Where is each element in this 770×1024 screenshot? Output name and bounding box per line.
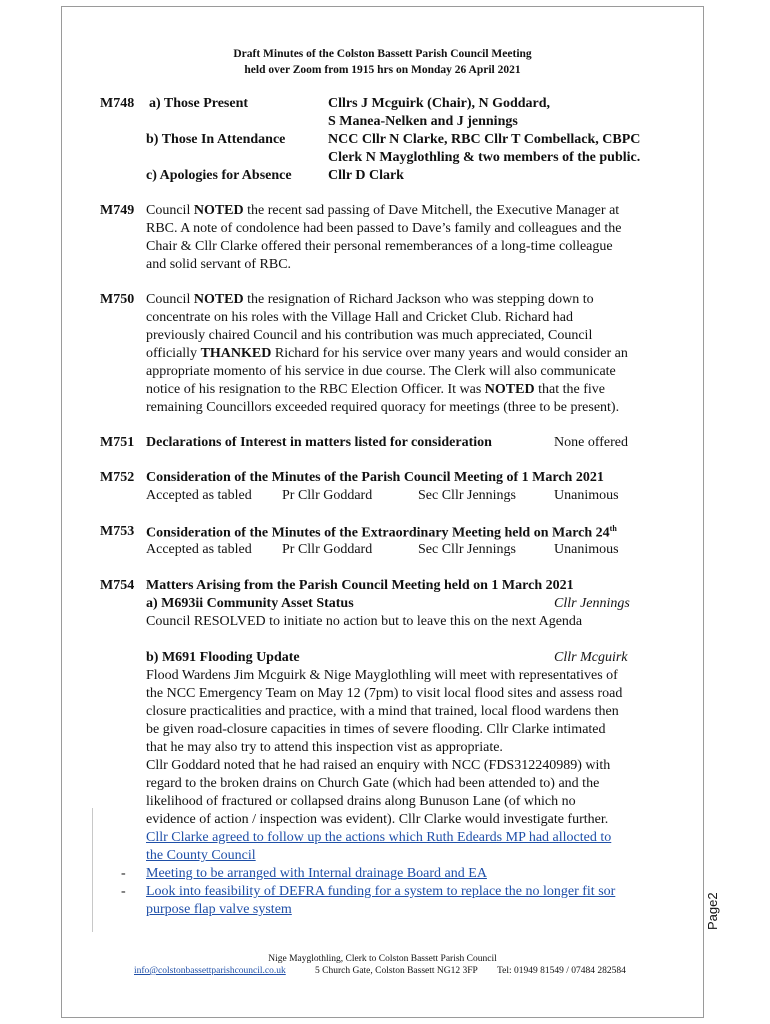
item-result: None offered [554, 435, 628, 450]
paragraph-line: likelihood of fractured or collapsed drains along Bunuson Lane (of which no [146, 794, 576, 809]
paragraph-line: Council RESOLVED to initiate no action but to leave this on the next Agenda [146, 614, 583, 629]
item-heading: Consideration of the Minutes of the Extraordinary Meeting held on March 24th [146, 524, 617, 541]
paragraph-line: Council NOTED the resignation of Richard Jackson who was stepping down to [146, 292, 594, 307]
paragraph-line: Council NOTED the recent sad passing of Dave Mitchell, the Executive Manager at [146, 203, 620, 218]
tracked-change-bullet[interactable]: purpose flap valve system [146, 902, 292, 917]
minutes-title: Draft Minutes of the Colston Bassett Parish Council Meeting [233, 48, 532, 60]
present-value: S Manea-Nelken and J jennings [328, 114, 518, 129]
item-heading: Declarations of Interest in matters listed for consideration [146, 435, 492, 450]
paragraph-line: closure practicalities and practice, with a mind that trained, local flood wardens then [146, 704, 619, 719]
item-heading: Consideration of the Minutes of the Parish Council Meeting of 1 March 2021 [146, 470, 604, 485]
meeting-subtitle: held over Zoom from 1915 hrs on Monday 26 April 2021 [244, 64, 521, 76]
accepted-text: Accepted as tabled [146, 542, 252, 557]
attendance-label: b) Those In Attendance [146, 132, 286, 147]
apologies-value: Cllr D Clark [328, 168, 404, 183]
footer-phone: Tel: 01949 81549 / 07484 282584 [497, 966, 626, 976]
footer-clerk: Nige Mayglothling, Clerk to Colston Bassett Parish Council [268, 954, 497, 964]
vote-result: Unanimous [554, 542, 619, 557]
paragraph-line: Flood Wardens Jim Mcguirk & Nige Mayglothling will meet with representatives of [146, 668, 618, 683]
present-label: a) Those Present [149, 96, 249, 111]
paragraph-line: evidence of action / inspection was evident). Cllr Clarke would investigate further. [146, 812, 609, 827]
tracked-change-bullet[interactable]: Look into feasibility of DEFRA funding for a system to replace the no longer fit sor [146, 884, 616, 899]
item-number: M750 [100, 292, 135, 307]
paragraph-line: the NCC Emergency Team on May 12 (7pm) to visit local flood sites and assess road [146, 686, 623, 701]
tracked-change-line[interactable]: Cllr Clarke agreed to follow up the actions which Ruth Edeards MP had allocted to [146, 830, 612, 845]
paragraph-line: be given road-closure capacities in times of severe flooding. Cllr Clarke intimated [146, 722, 606, 737]
footer-address: 5 Church Gate, Colston Bassett NG12 3FP [315, 966, 478, 976]
paragraph-line: regard to the broken drains on Church Gate (which had been attended to) and the [146, 776, 600, 791]
item-number: M753 [100, 524, 135, 539]
paragraph-line: appropriate momento of his service in due course. The Clerk will also communicate [146, 364, 616, 379]
paragraph-line: Cllr Goddard noted that he had raised an enquiry with NCC (FDS312240989) with [146, 758, 611, 773]
paragraph-line: remaining Councillors exceeded required quoracy for meetings (three to be present). [146, 400, 620, 415]
seconder: Sec Cllr Jennings [418, 488, 516, 503]
item-heading: Matters Arising from the Parish Council Meeting held on 1 March 2021 [146, 578, 574, 593]
paragraph-line: that he may also try to attend this inspection vist as appropriate. [146, 740, 503, 755]
bullet-dash: - [121, 866, 126, 881]
apologies-label: c) Apologies for Absence [146, 168, 292, 183]
seconder: Sec Cllr Jennings [418, 542, 516, 557]
item-number: M752 [100, 470, 135, 485]
subitem-owner: Cllr Mcguirk [554, 650, 628, 665]
paragraph-line: concentrate on his roles with the Village Hall and Cricket Club. Richard had [146, 310, 573, 325]
paragraph-line: and solid servant of RBC. [146, 257, 292, 272]
accepted-text: Accepted as tabled [146, 488, 252, 503]
proposer: Pr Cllr Goddard [282, 488, 373, 503]
attendance-value: NCC Cllr N Clarke, RBC Cllr T Combellack, CBPC [328, 132, 641, 147]
paragraph-line: Chair & Cllr Clarke offered their personal rememberances of a long-time colleague [146, 239, 613, 254]
tracked-change-line[interactable]: the County Council [146, 848, 256, 863]
vote-result: Unanimous [554, 488, 619, 503]
paragraph-line: previously chaired Council and his contribution was much appreciated, Council [146, 328, 593, 343]
proposer: Pr Cllr Goddard [282, 542, 373, 557]
attendance-value: Clerk N Mayglothling & two members of the public. [328, 150, 641, 165]
change-bar [92, 808, 93, 932]
subitem-owner: Cllr Jennings [554, 596, 630, 611]
paragraph-line: RBC. A note of condolence had been passed to Dave’s family and colleagues and the [146, 221, 622, 236]
item-number: M749 [100, 203, 135, 218]
item-number: M751 [100, 435, 135, 450]
subitem-heading: a) M693ii Community Asset Status [146, 596, 354, 611]
paragraph-line: officially THANKED Richard for his service over many years and would consider an [146, 346, 628, 361]
footer-email-link[interactable]: info@colstonbassettparishcouncil.co.uk [134, 966, 286, 976]
item-number: M754 [100, 578, 135, 593]
item-number: M748 [100, 96, 135, 111]
subitem-heading: b) M691 Flooding Update [146, 650, 300, 665]
page-number: Page2 [705, 892, 720, 930]
paragraph-line: notice of his resignation to the RBC Election Officer. It was NOTED that the five [146, 382, 605, 397]
bullet-dash: - [121, 884, 126, 899]
present-value: Cllrs J Mcguirk (Chair), N Goddard, [328, 96, 551, 111]
tracked-change-bullet[interactable]: Meeting to be arranged with Internal drainage Board and EA [146, 866, 487, 881]
